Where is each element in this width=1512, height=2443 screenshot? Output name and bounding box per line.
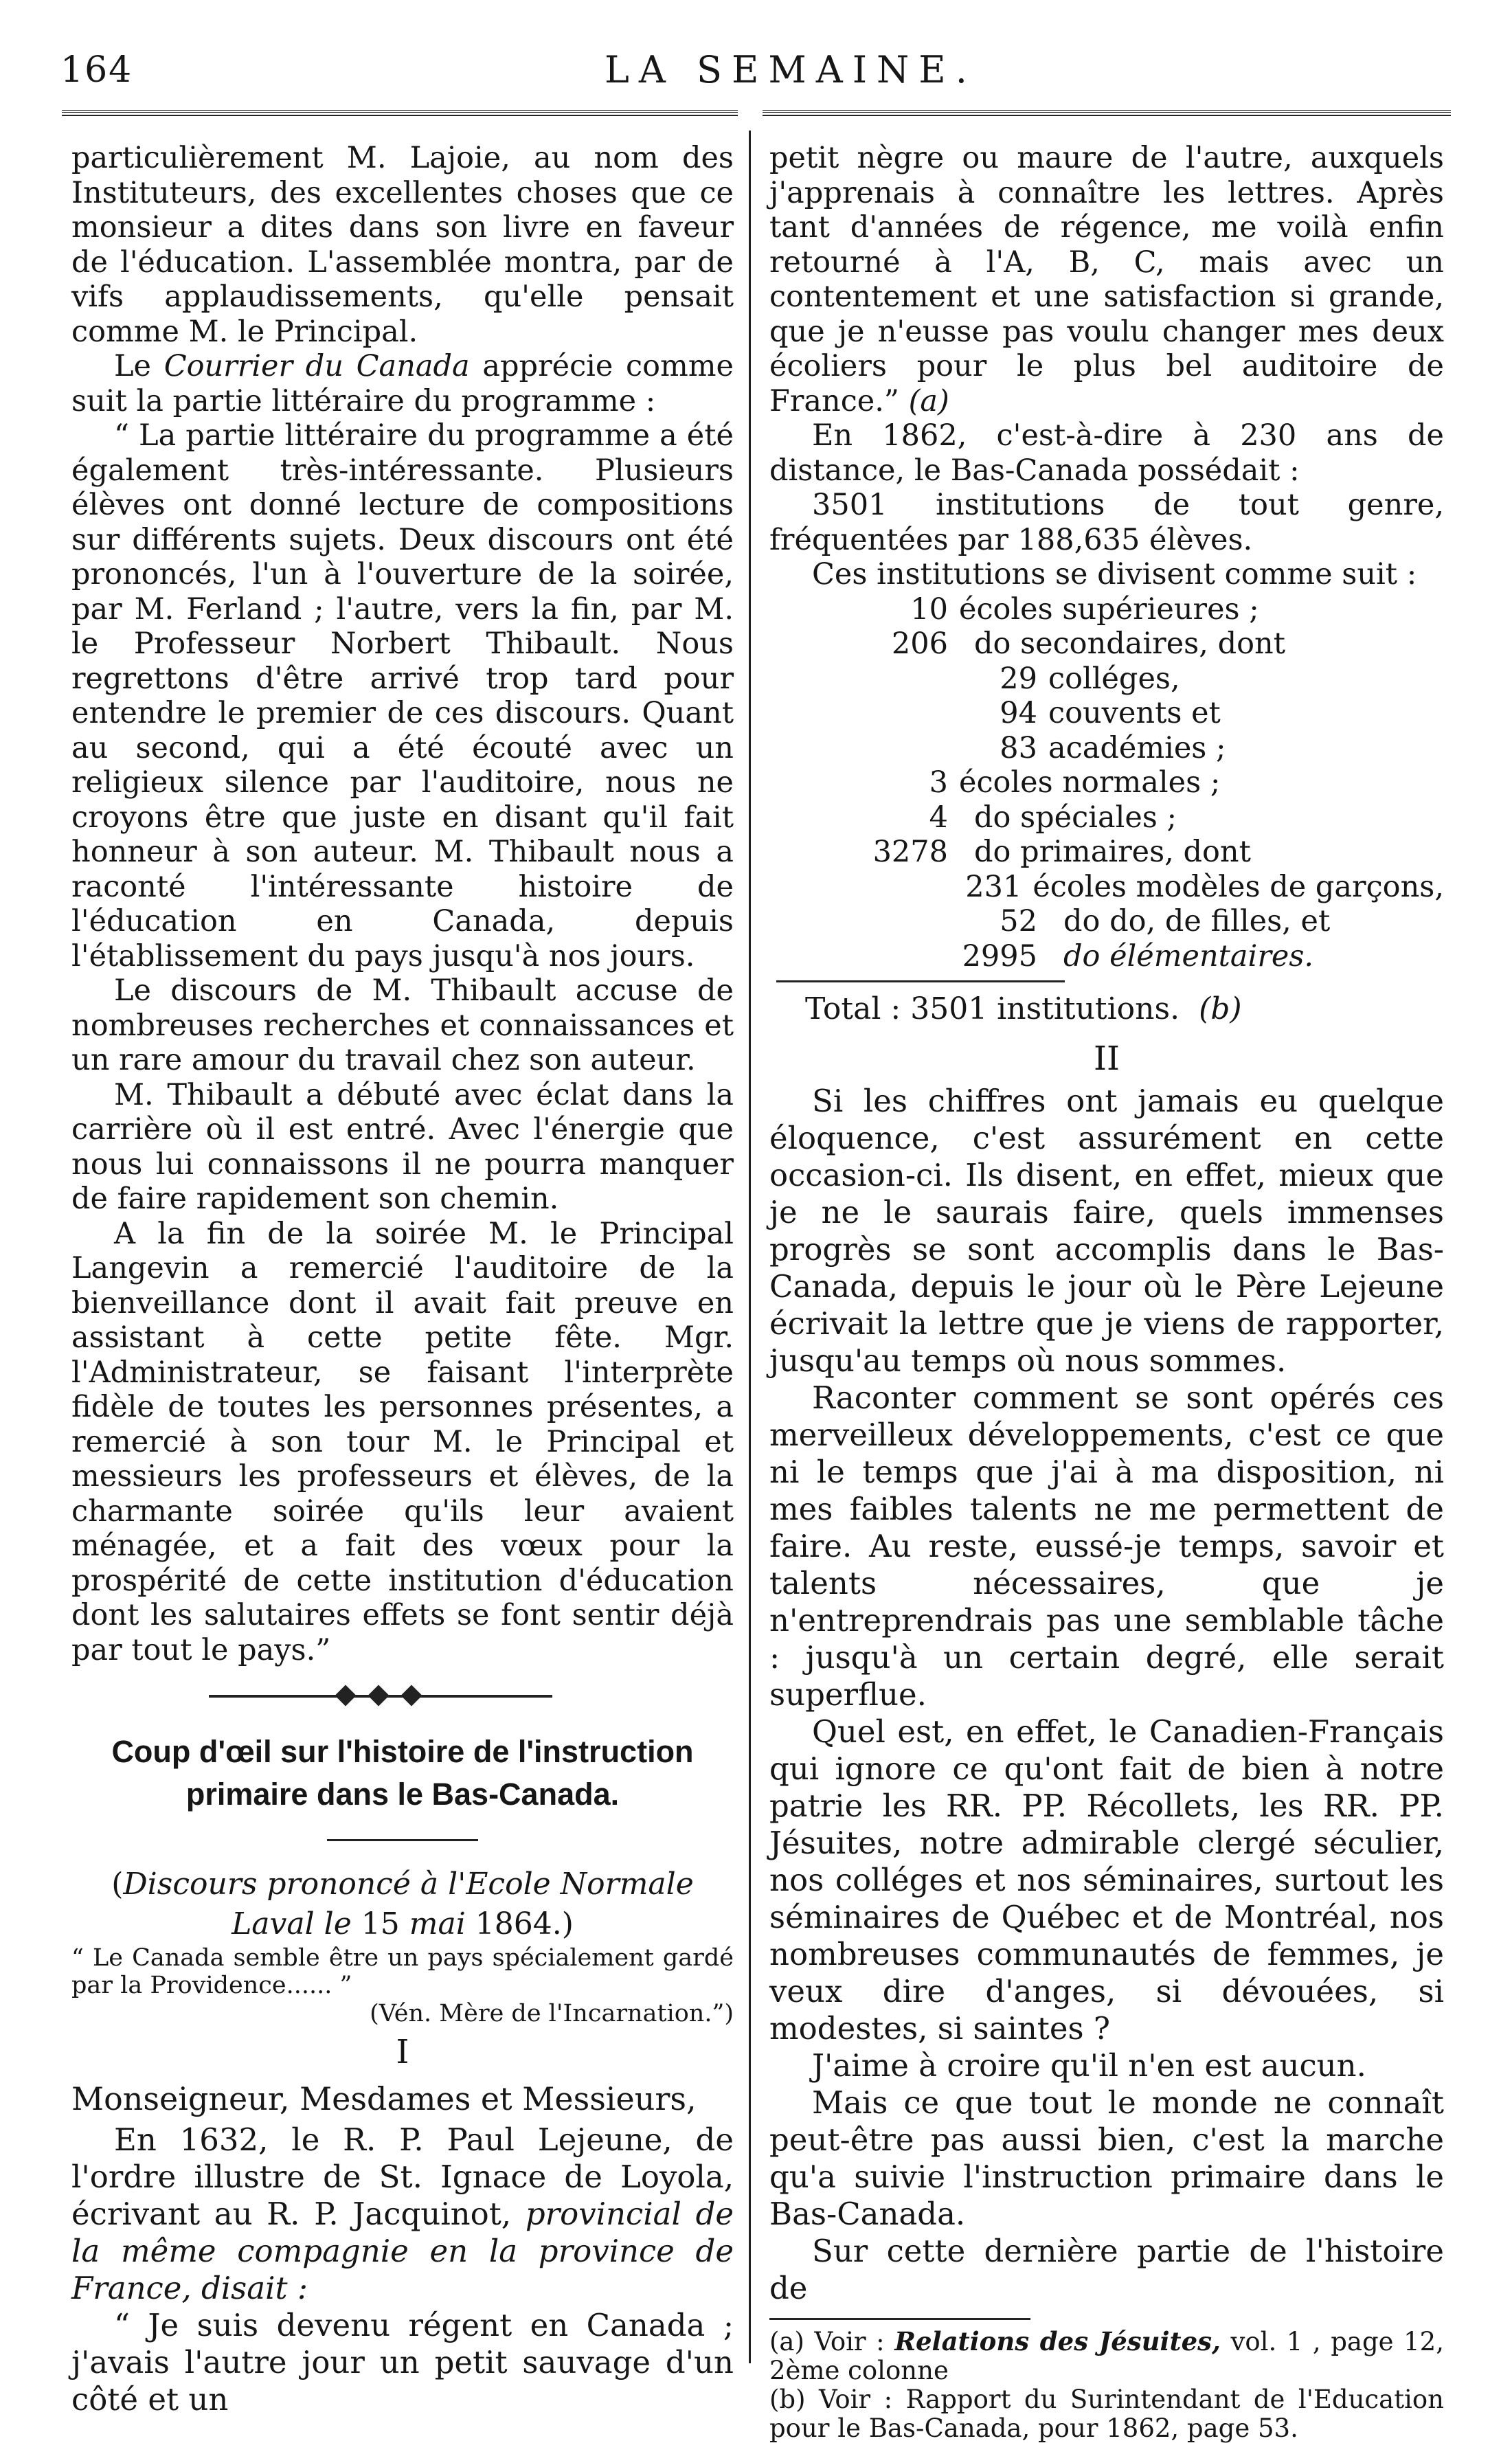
paragraph: Ces institutions se divisent comme suit : <box>812 557 1417 592</box>
paragraph: Mais ce que tout le monde ne connaît peut-être pas aussi bien, c'est la marche qu'a suivie l'instruction primaire dans le Bas-Canada. <box>769 2084 1444 2232</box>
paragraph: En 1862, c'est-à-dire à 230 ans de distance, le Bas-Canada possédait : <box>769 418 1444 488</box>
quote-paragraph: Le discours de M. Thibault accuse de nombreuses recherches et connaissances et un rare amour du travail chez son auteur. <box>71 973 734 1077</box>
label: écoles modèles de garçons, <box>1033 869 1444 904</box>
quote-continuation <box>769 141 1444 418</box>
text: vol. 1 , page 12, 2ème colonne <box>769 2327 1444 2385</box>
list-item <box>769 904 1444 939</box>
list-item <box>769 592 1444 627</box>
courrier-intro <box>71 349 734 418</box>
list-item <box>769 696 1444 731</box>
text: petit nègre ou maure de l'autre, auxquels j'apprenais à connaître les lettres. Après tant d'années de régence, me voilà enfin retourné à l'A, B, C, mais avec un contentement et une satisfaction si grande, que je n'eusse pas voulu changer mes deux écoliers pour le plus bel auditoire de France.” <box>769 141 1444 418</box>
paragraph: particulièrement M. Lajoie, au nom des Instituteurs, des excellentes choses que ce monsieur a dites dans son livre en faveur de l'éducation. L'assemblée montra, par de vifs applaudissements, qu'elle pensait comme M. le Principal. <box>71 141 734 349</box>
count: 29 <box>1000 661 1037 696</box>
footnote-a <box>769 2327 1444 2385</box>
epigraph: “ Le Canada semble être un pays spécialement gardé par la Providence...... ” <box>71 1944 734 1999</box>
label: écoles normales ; <box>959 765 1221 800</box>
count: 3278 <box>872 835 948 869</box>
article-title: Coup d'œil sur l'histoire de l'instruction <box>111 1734 694 1769</box>
total-text: Total : 3501 institutions. <box>805 991 1180 1026</box>
count: 52 <box>1000 904 1037 938</box>
newspaper-name: Courrier du Canada <box>163 349 470 383</box>
left-column <box>71 141 734 2418</box>
header-rule-right <box>763 110 1451 116</box>
count: 94 <box>1000 696 1037 730</box>
right-column <box>769 141 1444 2443</box>
header-rule-left <box>62 110 738 116</box>
subtitle-text: Discours prononcé à l'Ecole Normale Laval le <box>123 1867 694 1941</box>
count: 231 <box>965 869 1022 904</box>
article-subtitle <box>71 1865 734 1944</box>
footnote-b: (b) Voir : Rapport du Surintendant de l'Education pour le Bas-Canada, pour 1862, page 53. <box>769 2385 1444 2443</box>
footnote-rule <box>769 2318 1030 2320</box>
text: Relations des Jésuites, <box>894 2326 1221 2356</box>
list-item <box>769 835 1444 870</box>
text: ( <box>111 1867 124 1902</box>
paragraph: Si les chiffres ont jamais eu quelque éloquence, c'est assurément en cette occasion-ci. Ils disent, en effet, mieux que je ne le saurais faire, quels immenses progrès se sont accomplis dans le Bas-Canada, depuis le jour où le Père Lejeune écrivait la lettre que je viens de rapporter, jusqu'au temps où nous sommes. <box>769 1083 1444 1379</box>
count: 206 <box>891 627 948 661</box>
label: do élémentaires. <box>1063 938 1314 973</box>
salutation: Monseigneur, Mesdames et Messieurs, <box>71 2080 697 2117</box>
count: 3 <box>929 765 948 800</box>
section-heading: II <box>1094 1039 1120 1078</box>
text: provincial de la même compagnie en la province de France, disait : <box>71 2196 734 2306</box>
list-item <box>769 731 1444 766</box>
text: mai <box>409 1906 466 1941</box>
list-item <box>769 662 1444 697</box>
quote-paragraph: “ Je suis devenu régent en Canada ; j'avais l'autre jour un petit sauvage d'un côté et un <box>71 2307 734 2418</box>
paragraph: Sur cette dernière partie de l'histoire de <box>769 2233 1444 2306</box>
article-title: primaire dans le Bas-Canada. <box>185 1777 620 1812</box>
title-rule <box>327 1839 478 1841</box>
text: 1864.) <box>465 1906 574 1941</box>
quote-paragraph: “ La partie littéraire du programme a été également très-intéressante. Plusieurs élèves ont donné lecture de compositions sur différents sujets. Deux discours ont été prononcés, l'un à l'ouverture de la soirée, par M. Ferland ; l'autre, vers la fin, par M. le Professeur Norbert Thibault. Nous regrettons d'être arrivé trop tard pour entendre le premier de ces discours. Quant au second, qui a été écouté avec un religieux silence par l'auditoire, nous ne croyons être que juste en disant qu'il fait honneur à son auteur. M. Thibault nous a raconté l'intéressante histoire de l'éducation en Canada, depuis l'établissement du pays jusqu'à nos jours. <box>71 418 734 973</box>
journal-title: LA SEMAINE. <box>605 48 977 91</box>
total-line <box>769 991 1444 1028</box>
count: 83 <box>1000 730 1037 765</box>
text: 15 <box>351 1906 409 1941</box>
divider-diamond <box>368 1685 389 1706</box>
list-item <box>769 627 1444 662</box>
total-rule <box>776 980 1065 982</box>
paragraph: 3501 institutions de tout genre, fréquentées par 188,635 élèves. <box>769 488 1444 557</box>
column-divider <box>749 131 751 2363</box>
paragraph: Quel est, en effet, le Canadien-Français qui ignore ce qu'ont fait de bien à notre patrie les RR. PP. Récollets, les RR. PP. Jésuites, notre admirable clergé séculier, nos colléges et nos séminaires, surtout les séminaires de Québec et de Montréal, nos nombreuses communautés de femmes, je veux dire d'anges, si dévouées, si modestes, si saintes ? <box>769 1713 1444 2047</box>
count: 4 <box>929 800 948 835</box>
footnote-marker: (b) <box>1199 991 1242 1026</box>
quote-paragraph: M. Thibault a débuté avec éclat dans la carrière où il est entré. Avec l'énergie que nous lui connaissons il ne pourra manquer de faire rapidement son chemin. <box>71 1077 734 1216</box>
section-heading: I <box>396 2033 409 2071</box>
paragraph: J'aime à croire qu'il n'en est aucun. <box>812 2047 1366 2084</box>
footnote-marker: (a) <box>908 383 949 418</box>
epigraph-source: (Vén. Mère de l'Incarnation.”) <box>370 2000 734 2027</box>
list-item <box>769 765 1444 800</box>
label: écoles supérieures ; <box>959 592 1259 627</box>
text: apprécie comme suit la partie littéraire du programme : <box>71 349 734 418</box>
label: couvents et <box>1048 696 1221 730</box>
text: Le <box>114 349 164 383</box>
opening-paragraph <box>71 2121 734 2307</box>
count: 10 <box>910 592 948 627</box>
text: En 1632, le R. P. Paul Lejeune, de l'ordre illustre de St. Ignace de Loyola, écrivant au R. P. Jacquinot, <box>71 2121 734 2232</box>
ornamental-divider <box>71 1674 734 1718</box>
label: do spéciales ; <box>974 800 1177 835</box>
institution-list <box>769 592 1444 974</box>
divider-diamond <box>335 1685 356 1706</box>
count: 2995 <box>962 938 1037 973</box>
list-item <box>769 939 1444 974</box>
label: do secondaires, dont <box>974 627 1285 661</box>
text: (a) Voir : <box>769 2327 895 2356</box>
paragraph: Raconter comment se sont opérés ces merveilleux développements, c'est ce que ni le temps que j'ai à ma disposition, ni mes faibles talents ne me permettent de faire. Au reste, eussé-je temps, savoir et talents nécessaires, que je n'entreprendrais pas une semblable tâche : jusqu'à un certain degré, elle serait superflue. <box>769 1380 1444 1713</box>
quote-paragraph: A la fin de la soirée M. le Principal Langevin a remercié l'auditoire de la bienveillance dont il avait fait preuve en assistant à cette petite fête. Mgr. l'Administrateur, se faisant l'interprète fidèle de toutes les personnes présentes, a remercié à son tour M. le Principal et messieurs les professeurs et élèves, de la charmante soirée qu'ils leur avaient ménagée, et a fait des vœux pour la prospérité de cette institution d'éducation dont les salutaires effets se font sentir déjà par tout le pays.” <box>71 1216 734 1667</box>
page-number: 164 <box>60 49 133 91</box>
divider-diamond <box>400 1685 422 1706</box>
label: académies ; <box>1048 730 1226 765</box>
label: colléges, <box>1048 661 1180 696</box>
list-item <box>769 870 1444 905</box>
label: do do, de filles, et <box>1063 904 1331 938</box>
list-item <box>769 800 1444 835</box>
label: do primaires, dont <box>974 835 1251 869</box>
